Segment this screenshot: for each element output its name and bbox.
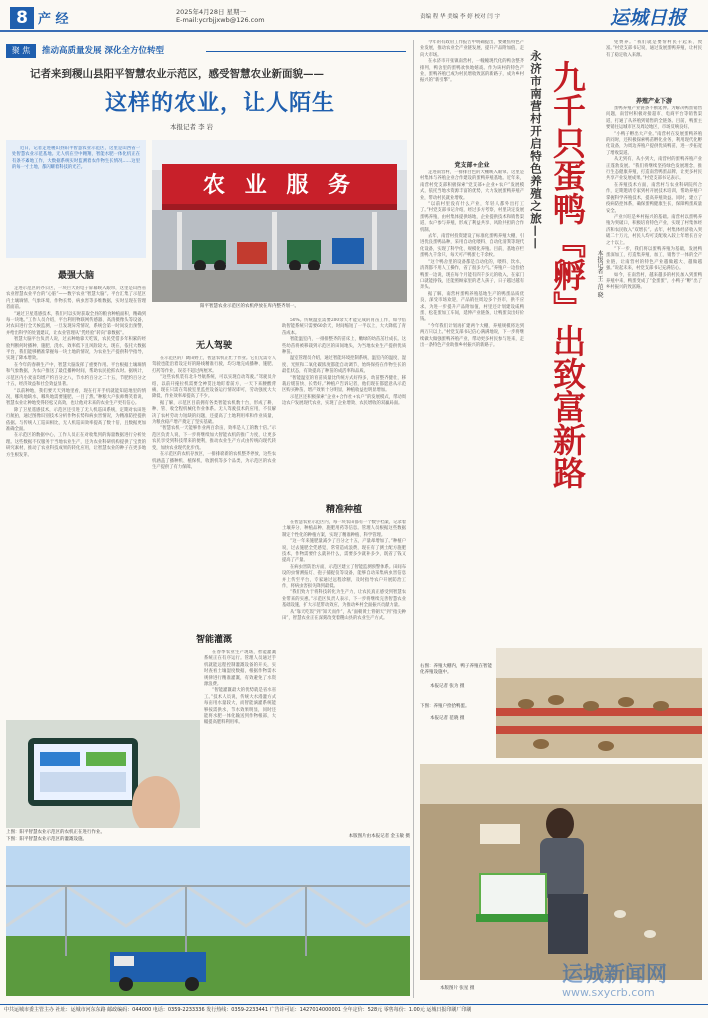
section-name: 产 经 [38, 12, 69, 27]
col2-body-b: 在春季农业生产现场，智能灌溉系统正在有序运行。管理人员通过手机就能远程控制灌溉设备的开关，实时查看土壤湿度数据，根据作物需水规律进行精准灌溉，有效避免了水资源浪费。 “智能灌溉最大的优势就是省水省工。”技术人员说，传统大水漫灌方式每亩用水量较大，而智能滴灌系统能够按需供水，节水效果明显，同时还能将水肥一体化输送到作物根部，大幅提高肥料利用率。 [204, 650, 276, 726]
egg-photo-credit: 本版图片 张星 摄 [440, 986, 475, 991]
column-divider [413, 40, 414, 998]
side-vertical-kicker: 永济市南营村开启特色养殖之旅—— [529, 50, 543, 250]
lead-box [6, 140, 146, 258]
sign-text: 农 业 服 务 [203, 172, 356, 198]
col2-body: 在示范区的广阔田野上，智慧农机正忙于作业。它们无需专人驾驶也能沿着设定好的路线精准行驶，均匀地完成播种、施肥、打药等作业，误差不超过两厘米。 “这些农机装有北斗导航系统，可以实现自动驾驶。”驾驶员介绍，以前开拖拉机需要全神贯注地盯着前方，一天下来腰酸背痛，现在只需在驾驶室里监控设备运行情况即可，劳动强度大大降低，作业效率却提高了不少。 据了解，示范区目前拥有各类智能农机数十台，形成了耕、种、管、收全程机械化作业体系。无人驾驶技术的应用，不仅解决了农村劳动力短缺的问题，还提高了土地利用率和作业质量，为粮食稳产增产奠定了坚实基础。 “智慧农机一天能够作业两百余亩，效率是人工的数十倍。”示范区负责人说，下一步将继续加大智能农机的推广力度，让更多农民享受到科技带来的便利，推动农业生产方式由传统向现代转变，加快农业现代化步伐。 在示范区的农机存放区，一排排崭新的农机整齐停放，这些农机涵盖了播种机、植保机、收割机等多个品类，为示范区的农业生产提供了有力保障。 [152, 356, 276, 470]
watermark-url: www.sxycrb.com [562, 986, 655, 999]
header-rule [0, 30, 708, 32]
email: E-mail:ycrbjjxwb@126.com [176, 16, 265, 24]
col1-body: 走进示范区的办公区，一块巨大的电子屏幕映入眼帘，这里是山西省农业智慧农业平台的“心脏”——数字农业“智慧大脑”。平台汇集了示范区内土壤墒情、气象环境、作物长势、病虫害等多维数据，实时呈现在管理者面前。 “通过卫星遥感技术，我们可以实时获取全县的粮食种植面积，精确到每一块地。”工作人员介绍，平台利用物联网传感器、高清摄像头等设备，对农田进行全天候监测，一旦发现异常情况，系统会第一时间发出预警，并给出科学的处置建议，让农业管理从“凭经验”转向“靠数据”。 智慧大脑平台负责人说，过去种地靠天吃饭，农民凭借多年积累的经验判断何时播种、施肥、浇水，效率低下且风险较大。现在，依托大数据平台，我们能够精准掌握每一块土地的情况，为农业生产提供科学指导，实现了降本增效。 在今年的春耕生产中，智慧大脑发挥了重要作用。平台根据土壤墒情和气象数据，为农户推送了最佳播种时间，帮助农民抢抓农时。据统计，示范区内小麦亩均增产约百分之八，节水约百分之二十五，节肥约百分之十五，经济效益和社会效益显著。 “以前种地，我们要天天到地里看，现在打开手机就能知道地里的情况，哪块地缺水，哪块地需要施肥，一目了然。”种粮大户张师傅笑着说，智慧农业让种地变得轻松又高效，也让他对未来的农业生产更有信心。 除了卫星遥感技术，示范区还引进了无人机巡田系统，定期对农田进行航拍，通过图像识别技术分析作物长势和病虫害情况，为精准防控提供依据。与传统人工巡田相比，无人机巡田效率提高了数十倍，且数据更加准确全面。 在示范区的数据中心，工作人员正在对收集到的海量数据进行分析处理。这些数据不仅服务于当地农业生产，还为农业科研机构提供了宝贵的研究素材，推动了农业科技成果的转化应用，让智慧农业的种子在更多地方生根发芽。 [6, 286, 146, 458]
control-panel-photo [6, 720, 200, 828]
side-col-a: 今年的有政府工作报告中明确提出，要聚焦特色产业发展，推动农业全产业链发展，提升产品附加值，走向大市场。 在永济市开张镇南营村，一幢幢现代化的鸭舍整齐排列，鸭舍里的蛋鸭欢快地嬉戏。作为该村的特色产业，蛋鸭养殖已成为村民增收致富的新路子，成为乡村振兴的“新引擎”。 [420, 40, 524, 84]
col3-body: 50%。传统温室需要200余天才能完成的育苗工作，如今借助智能系统只需要60余天，时间缩短了一半以上，大大降低了育苗成本。 智能温室内，一排排整齐的苗床上，嫩绿的幼苗茁壮成长。这些幼苗将被移栽到示范区的田间地头，为当地农业生产提供优质种苗。 温室管理员介绍，通过智能环境控制系统，温室内的温度、湿度、光照和二氧化碳浓度都能自动调节，始终保持在作物生长的最佳状态，有效提高了种苗的成活率和品质。 “智能温室的育苗质量比传统方式好得多，幼苗整齐健壮，移栽后缓苗快、长势好。”种植户告诉记者，他们现在都愿意从示范区购买种苗，增产效果十分明显，种植收益也明显增加。 示范区还积极探索“企业+合作社+农户”的发展模式，带动周边农户发展现代农业，实现了企业增效、农民增收的双赢局面。 [282, 318, 406, 407]
photo-credit-main: 本版图片由本报记者 金玉敏 摄 [348, 834, 410, 839]
irrigation-photo [6, 846, 410, 996]
main-kicker: 记者来到稷山县阳平智慧农业示范区，感受智慧农业新面貌—— [30, 68, 324, 80]
egg-collecting-illustration [420, 764, 702, 980]
side-col-b-2: 蛋鸭养殖产业链条不断延伸。为解决鸭蛋销售问题，南营村积极对接超市、电商平台等销售渠道，打通了从养殖到销售的全链条。目前，鸭蛋主要销往运城市区及周边地区，市场反响良好。 “小鸭子孵出大产业。”南营村在发展蛋鸭养殖的同时，还积极探索鸭苗孵化业务，利用现代化孵化设备，为周边养殖户提供优质鸭苗，进一步拓宽了增收渠道。 从无到有、从小到大，南营村的蛋鸭养殖产业正蓬勃发展。“我们将继续坚持绿色发展理念，推行生态健康养殖，打造南营鸭蛋品牌，让更多村民共享产业发展成果。”村党支部书记表示。 在养殖技术方面，南营村与农业科研院所合作，定期邀请专家到村开展技术培训，帮助养殖户掌握科学养殖技术，提高养殖效益。同时，建立了疫病防控体系，确保蛋鸭健康生长，保障鸭蛋质量安全。 产业兴旺是乡村振兴的基础。南营村以蛋鸭养殖为突破口，积极培育特色产业，实现了村集体经济和农民收入“双增长”。去年，村集体经济收入突破二十万元，村民人均可支配收入较上年增长百分之十以上。 “下一步，我们将以蛋鸭养殖为基础，发展鸭蛋深加工，打造集养殖、加工、销售于一体的全产业链，让南营村的特色产业越做越大、越做越强。”说起未来，村党支部书记充满信心。 如今，在南营村，越来越多的村民加入到蛋鸭养殖中来，鸭蛋变成了“金蛋蛋”，小鸭子“孵”出了乡村振兴的致富路。 [606, 106, 702, 291]
side-headline: 九千只蛋鸭『孵』出致富新路 [548, 60, 587, 489]
main-headline: 这样的农业，让人陌生 [104, 90, 335, 116]
irrigation-illustration [6, 846, 410, 996]
duck-caption-bottom-credit: 本报记者 范晓 摄 [430, 716, 465, 721]
farm-service-illustration [152, 140, 407, 302]
masthead: 运城日报 [610, 7, 687, 29]
subhead-brain: 最强大脑 [57, 271, 94, 281]
side-col-b: 免费养。“我们就是要帮村民干起来、致富。”村党支部书记说，通过发展蛋鸭养殖，让村民有了稳定收入来源。 [606, 40, 702, 58]
col3-body-b: 在智慧农业示范区内，每一块农田都有一个数字档案，记录着土壤养分、种植品种、施肥用药等信息。管理人员根据这些数据制定个性化的种植方案，实现了精准种植、科学管理。 “这一年来施肥量减少了百分之十五，产量却增加了。”种植户说，过去施肥全凭感觉，常常造成浪费，现在有了测土配方施肥技术，作物需要什么就补什么，需要多少就补多少，既省了钱又提高了产量。 在病虫害防治方面，示范区建立了智能监测预警体系。田间布设的虫情测报灯、孢子捕捉仪等设备，能够自动采集病虫害信息并上传至平台，专家通过远程诊断，及时指导农户开展防治工作，将病虫害损失降到最低。 “我们致力于将科技转化为生产力，让农民真正感受到智慧农业带来的实惠。”示范区负责人表示，下一步将继续完善智慧农业基础设施，扩大示范带动效应，为推动乡村全面振兴贡献力量。 从“靠天吃饭”到“知天而作”，从“面朝黄土背朝天”到“指尖种田”，智慧农业正在深刻改变着稷山县的农业生产方式。 [282, 520, 406, 622]
issue-date: 2025年4月28日 星期一 [176, 8, 247, 16]
tablet-illustration [6, 720, 200, 828]
duck-farm-photo [496, 648, 702, 758]
banner-text: 推动高质量发展 深化全方位转型 [42, 46, 164, 56]
main-byline: 本报记者 李 岩 [170, 123, 214, 131]
photo-caption-1: 上图：阳平智慧农业示范区的农机正在进行作业。 [6, 830, 105, 835]
watermark-logo: 运城新闻网 [562, 962, 667, 986]
farm-service-photo [152, 140, 407, 302]
banner-tag: 聚 焦 [6, 44, 36, 58]
footer-rule [0, 1004, 708, 1005]
side-byline: 本报记者 王 范 晓 [596, 250, 603, 298]
section-banner [6, 44, 406, 58]
duck-shed-illustration [496, 648, 702, 758]
page-number: 8 [10, 7, 34, 29]
subhead-precision: 精准种植 [325, 505, 362, 515]
side-subhead-1: 党支部+企业 [454, 162, 490, 169]
top-photo-caption: 阳平智慧农业示范区的农机停放在库内整齐划一。 [200, 304, 299, 309]
duck-caption-bottom: 下图：养殖户捡拾鸭蛋。 [420, 704, 470, 709]
egg-collecting-photo [420, 764, 702, 980]
footer-text: 中共运城市委主管主办 社址：运城市河东东路 邮政编码：044000 电话：0359-2233336 发行热线：0359-2233441 广告许可证：1427014000001 全年定价：528元 零售每份：1.00元 运城日报印刷厂印刷 [4, 1007, 472, 1013]
editors: 责编 程 华 美编 李 婷 校对 闫 宇 [420, 14, 500, 20]
duck-caption-top: 右图：养殖大棚内，鸭子养殖在智能化养殖设施中。 [420, 664, 492, 675]
side-col-a-2: 走进南营村，一排排白色的大棚映入眼帘。这里是村集体与养殖企业合作建设的蛋鸭养殖基地。近年来，南营村党支部积极探索“党支部+企业+农户”发展模式，依托当地水资源丰富的优势，大力发展蛋鸭养殖产业，带动村民就业增收。 “以前村里没有什么产业，年轻人都外出打工了。”村党支部书记介绍，经过多方考察，村里决定发展蛋鸭养殖，由村集体提供场地，企业提供技术和销售渠道，农户参与养殖，形成了利益共享、风险共担的合作机制。 去年，南营村投资建设了标准化蛋鸭养殖大棚，引进优良蛋鸭品种，采用自动化喂料、自动化清粪等现代化设备，实现了科学化、规模化养殖。目前，基地存栏蛋鸭九千余只，每天可产鸭蛋七千余枚。 “这个鸭舍里的设备都是自动化的，喂料、饮水、清粪都不用人工操作，省了很多力气。”养殖户一边捡拾鸭蛋一边说，现在每个月能有四千多元的收入，在家门口就能挣钱，还能照顾家里的老人孩子，日子越过越有奔头。 据了解，南营村蛋鸭养殖基地生产的鸭蛋品质优良，深受市场欢迎，产品销往周边多个县市，供不应求。为进一步提升产品附加值，村里还计划建设咸鸭蛋、松花蛋加工车间，延伸产业链条，让鸭蛋卖出好价钱。 “今年我们计划再扩建两个大棚，养殖规模将达到两万只以上。”村党支部书记信心满满地说，下一步将继续做大做强蛋鸭养殖产业，带动更多村民参与进来，走出一条特色产业助推乡村振兴的新路子。 [420, 170, 524, 348]
photo-caption-2: 下图：阳平智慧农业示范区的灌溉设施。 [6, 837, 87, 842]
page-header [0, 0, 708, 34]
banner-line [206, 51, 406, 52]
watermark [540, 958, 706, 1006]
duck-caption-top-credit: 本报记者 张为 摄 [430, 684, 465, 689]
subhead-autopilot: 无人驾驶 [195, 341, 232, 351]
side-subhead-2: 养殖产业下游 [635, 98, 672, 105]
subhead-irrigation: 智能灌溉 [195, 635, 232, 645]
lead-text: 近日，记者走进稷山县阳平智慧农业示范区，这里是山西省一处智慧农业示范基地。无人机在空中翱翔，智能水肥一体化机正在有条不紊地工作，大数据系统实时监测着农作物生长情况……这里的每一寸土地，都闪耀着科技的光芒。 [12, 146, 140, 171]
